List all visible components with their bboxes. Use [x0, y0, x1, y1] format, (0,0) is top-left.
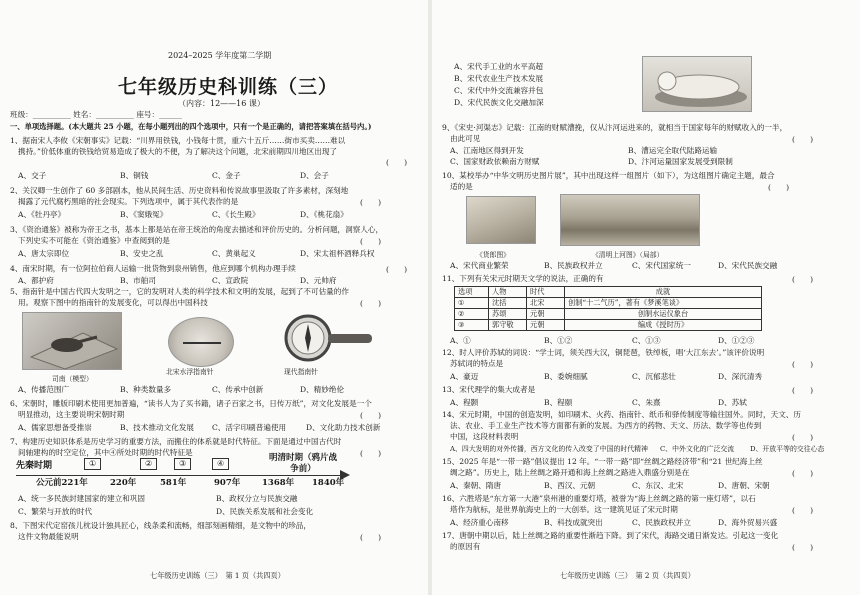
q15-option-a[interactable]: A、秦朝、隋唐 [450, 481, 502, 490]
porcelain-pillow-icon [643, 57, 753, 113]
q4-option-d[interactable]: D、元帅府 [300, 276, 337, 285]
timeline-year-5: 1368年 [262, 478, 295, 488]
q3-option-a[interactable]: A、唐太宗即位 [18, 249, 70, 258]
q5-option-a[interactable]: A、传播范围广 [18, 385, 70, 394]
question-16-line-1: 16、六胜塔是“东方第一大港”泉州港的重要灯塔，被誉为“海上丝绸之路的第一座灯塔”，以石 [442, 494, 756, 503]
answer-bracket[interactable]: ( ) [792, 386, 814, 395]
q9-option-a[interactable]: A、江南地区得到开发 [450, 146, 524, 155]
answer-bracket[interactable]: ( ) [360, 299, 382, 308]
timeline-year-3: 581年 [160, 478, 187, 488]
q12-option-b[interactable]: B、委婉细腻 [544, 372, 588, 381]
content-scope: （内容：12——16 课） [178, 99, 265, 108]
q16-option-c[interactable]: C、民族政权并立 [632, 518, 691, 527]
timeline-year-4: 907年 [214, 478, 241, 488]
q6-option-b[interactable]: B、技术推动文化发展 [120, 423, 194, 432]
table-cell: 沈括 [489, 298, 527, 309]
question-14-line-1: 14、宋元时期，中国的创造发明，如印刷术、火药、指南针、纸币和驿传制度等输往国外。同时，天文、历 [442, 410, 801, 419]
caption-qingming: 《清明上河图》（局部） [592, 251, 664, 259]
answer-bracket[interactable]: ( ) [792, 469, 814, 478]
table-header: 人物 [489, 287, 527, 298]
q8-option-c[interactable]: C、宋代中外交流兼容并包 [454, 86, 544, 95]
table-header: 时代 [527, 287, 565, 298]
q13-option-d[interactable]: D、苏轼 [718, 398, 747, 407]
compass-icon [272, 312, 376, 364]
peddler-painting-image [466, 196, 536, 244]
sinan-model-image [22, 312, 122, 370]
q1-option-d[interactable]: D、会子 [300, 171, 329, 180]
q9-option-b[interactable]: B、漕运完全取代陆路运输 [628, 146, 718, 155]
q6-option-d[interactable]: D、文化助力技术创新 [306, 423, 381, 432]
timeline-label-pre-qin: 先秦时期 [16, 461, 53, 471]
q7-option-d[interactable]: D、民族关系发展和社会变化 [216, 507, 314, 516]
q4-option-c[interactable]: C、宣政院 [212, 276, 249, 285]
question-3-line-1: 3、《资治通鉴》被称为帝王之书，基本上都是站在帝王统治的角度去描述和评价历史的。分析问题，洞察人心， [10, 225, 384, 234]
question-17-line-1: 17、唐朝中期以后，陆上丝绸之路的重要性渐趋下降。到了宋代，海路交通日渐发达。引起这一变化 [442, 531, 779, 540]
question-2-line-2: 揭露了元代腐朽黑暗的社会现实。下列选项中，属于其代表作的是 [18, 197, 239, 206]
question-9-line-1: 9、《宋史·河渠志》记载：江南的财赋漕挽，仅从汴河运进来的，就相当于国家每年的财赋收入的一半， [442, 123, 788, 132]
q5-option-d[interactable]: D、精妙绝伦 [300, 385, 345, 394]
answer-bracket[interactable]: ( ) [360, 198, 382, 207]
exam-page-1 [0, 0, 428, 595]
timeline-box-1: ① [84, 458, 101, 470]
question-14-line-2: 法、农业、手工业生产技术等方面都有新的发展。为西方的药物、天文、历法、数学等也传到 [450, 421, 762, 430]
caption-modern-compass: 现代指南针 [284, 368, 318, 376]
q8-option-d[interactable]: D、宋代民族文化交融加深 [454, 98, 544, 107]
q11-option-b[interactable]: B、①② [544, 336, 573, 345]
q11-option-c[interactable]: C、①③ [632, 336, 661, 345]
q10-option-b[interactable]: B、民族政权并立 [544, 261, 603, 270]
question-14-line-3: 中国，这段材料表明 [450, 432, 519, 441]
table-cell: 编成《授时历》 [565, 320, 762, 331]
table-cell: ① [455, 298, 489, 309]
question-13: 13、宋代理学的集大成者是 [442, 385, 536, 394]
q14-option-c[interactable]: C、中外文化的广泛交流 [660, 445, 735, 453]
q2-option-d[interactable]: D、《桃花扇》 [300, 210, 348, 219]
answer-bracket[interactable]: ( ) [360, 237, 382, 246]
q13-option-c[interactable]: C、朱熹 [632, 398, 661, 407]
q10-option-d[interactable]: D、宋代民族交融 [718, 261, 778, 270]
q9-option-c[interactable]: C、国家财政依赖南方财赋 [450, 157, 540, 166]
answer-bracket[interactable]: ( ) [792, 360, 814, 369]
section-heading: 一、单项选择题。(本大题共 25 小题，在每小题列出的四个选项中，只有一个是正确的，请把答案填在括号内。) [10, 122, 372, 131]
q3-option-b[interactable]: B、安史之乱 [120, 249, 164, 258]
question-11: 11、下列有关宋元时期天文学的说法，正确的有 [442, 274, 604, 283]
timeline-box-3: ③ [174, 458, 191, 470]
answer-bracket[interactable]: ( ) [386, 265, 408, 274]
table-cell: 创制水运仪象台 [565, 309, 762, 320]
q15-option-d[interactable]: D、唐朝、宋朝 [718, 481, 770, 490]
table-header: 选项 [455, 287, 489, 298]
caption-sinan: 司南（模型） [52, 375, 93, 383]
floating-needle-icon [169, 318, 235, 368]
answer-bracket[interactable]: ( ) [386, 158, 408, 167]
q6-option-c[interactable]: C、活字印刷普遍使用 [212, 423, 287, 432]
table-cell: 苏颂 [489, 309, 527, 320]
timeline-box-2: ② [140, 458, 157, 470]
q8-option-b[interactable]: B、宋代农业生产技术发展 [454, 74, 544, 83]
q11-option-d[interactable]: D、①②③ [718, 336, 755, 345]
astronomy-table [454, 286, 762, 331]
question-1-line-1: 1、据南宋人李攸《宋朝事实》记载：“川界用铁钱，小钱每十贯，重六十五斤……街市买卖……难以 [10, 136, 346, 145]
q10-option-c[interactable]: C、宋代国家统一 [632, 261, 691, 270]
q3-option-c[interactable]: C、黄巢起义 [212, 249, 256, 258]
question-7-line-2: 间轴建构的时空定位，其中④所处时期的时代特征是 [18, 448, 193, 457]
question-7-line-1: 7、构建历史知识体系是历史学习的重要方法，而搬住的体系就是时代特征。下面是通过中国古代时 [10, 437, 342, 446]
q16-option-a[interactable]: A、经济重心南移 [450, 518, 509, 527]
question-1-line-2: 携持。”价低体重的铁钱给贸易造成了极大的不便，为了解决这个问题，北宋前期四川地区出现了 [18, 147, 338, 156]
table-cell: 创制“十二气历”，著有《梦溪笔谈》 [565, 298, 762, 309]
q1-option-b[interactable]: B、铜钱 [120, 171, 149, 180]
student-info-line: 班级：__________ 姓名：__________ 座号：______ [10, 110, 182, 119]
q11-option-a[interactable]: A、① [450, 336, 471, 345]
table-row [455, 320, 762, 331]
timeline-year-6: 1840年 [312, 478, 345, 488]
timeline-axis [16, 475, 346, 476]
q4-option-a[interactable]: A、都护府 [18, 276, 54, 285]
question-2-line-1: 2、关汉卿一生创作了 60 多部剧本，他从民间生活、历史资料和传说故事里汲取了许多素材，深刻地 [10, 186, 349, 195]
timeline-box-4: ④ [212, 458, 229, 470]
q2-option-a[interactable]: A、《牡丹亭》 [18, 210, 66, 219]
question-5-line-2: 用。观察下图中的指南针的发展变化，可以得出中国科技 [18, 298, 208, 307]
question-9-line-2: 由此可见 [450, 134, 481, 143]
q16-option-d[interactable]: D、海外贸易兴盛 [718, 518, 778, 527]
q12-option-c[interactable]: C、沉郁悲壮 [632, 372, 676, 381]
question-5-line-1: 5、指南针是中国古代四大发明之一，它的发明对人类的科学技术和文明的发展，起到了不可估量的作 [10, 287, 349, 296]
q13-option-b[interactable]: B、程颐 [544, 398, 573, 407]
table-cell: 郭守敬 [489, 320, 527, 331]
answer-bracket[interactable]: ( ) [360, 411, 382, 420]
answer-bracket[interactable]: ( ) [792, 506, 814, 515]
modern-compass-image [272, 312, 376, 364]
answer-bracket[interactable]: ( ) [768, 183, 790, 192]
q5-option-b[interactable]: B、种类数量多 [120, 385, 172, 394]
question-12-line-2: 苏轼词的特点是 [450, 359, 504, 368]
question-3-line-2: 下列史实不可能在《资治通鉴》中查阅到的是 [18, 236, 170, 245]
timeline-label-ming-qing: 明清时期（鸦片战争前） [268, 453, 337, 474]
answer-bracket[interactable]: ( ) [792, 543, 814, 552]
term-label: 2024–2025 学年度第二学期 [168, 51, 272, 60]
spoon-compass-icon [23, 313, 123, 371]
table-cell: ② [455, 309, 489, 320]
q14-option-ab[interactable]: A、四大发明的对外传播，西方文化的传入改变了中国的时代精神 [450, 445, 648, 453]
page-footer: 七年级历史训练（三） 第 2 页（共四页） [560, 571, 695, 580]
question-15-line-1: 15、2025 年是“一带一路”倡议提出 12 年。“一带一路”即“丝绸之路经济带”和“21 世纪海上丝 [442, 457, 763, 466]
q1-option-c[interactable]: C、金子 [212, 171, 241, 180]
q2-option-c[interactable]: C、《长生殿》 [212, 210, 260, 219]
question-12-line-1: 12、时人评价苏轼的词说：“学士词，须关西大汉，铜琵琶，铁绰板，唱‘大江东去’。”该评价说明 [442, 348, 765, 357]
question-10-line-1: 10、某校举办“中华文明历史图片展”，其中出现这样一组图片（如下），为这组图片确定主题，最合 [442, 171, 775, 180]
q12-option-a[interactable]: A、豪迈 [450, 372, 479, 381]
q7-option-a[interactable]: A、统一多民族封建国家的建立和巩固 [18, 494, 145, 503]
table-cell: 元朝 [527, 320, 565, 331]
q14-option-d[interactable]: D、开放平等的交往心态 [750, 445, 825, 453]
question-6-line-2: 明显推动，这主要说明宋朝时期 [18, 410, 125, 419]
table-header-row [455, 287, 762, 298]
table-cell: ③ [455, 320, 489, 331]
question-8-line-2: 这件文物最能说明 [18, 532, 79, 541]
question-10-line-2: 适的是 [450, 182, 473, 191]
question-8-line-1: 8、下图宋代定窑孩儿枕设计独具匠心，线条柔和流畅，细部刻画精细，是文物中的珍品， [10, 521, 311, 530]
q9-option-d[interactable]: D、汴河运量国家发展受到限制 [628, 157, 733, 166]
qingming-painting-image [560, 194, 700, 246]
page-footer: 七年级历史训练（三） 第 1 页（共四页） [150, 571, 285, 580]
timeline-year-1: 公元前221年 [36, 478, 88, 488]
q15-option-b[interactable]: B、西汉、元朝 [544, 481, 596, 490]
q8-option-a[interactable]: A、宋代手工业的水平高超 [454, 62, 544, 71]
water-compass-image [168, 317, 234, 367]
table-cell: 元朝 [527, 309, 565, 320]
answer-bracket[interactable]: ( ) [792, 275, 814, 284]
q10-option-a[interactable]: A、宋代商业繁荣 [450, 261, 509, 270]
q1-option-a[interactable]: A、交子 [18, 171, 47, 180]
q3-option-d[interactable]: D、宋太祖杯酒释兵权 [300, 249, 375, 258]
q7-option-c[interactable]: C、繁荣与开放的时代 [18, 507, 93, 516]
answer-bracket[interactable]: ( ) [360, 533, 382, 542]
page-title: 七年级历史科训练（三） [118, 76, 339, 98]
question-16-line-2: 塔作为航标，是世界航海史上的一大创举。这一建筑见证了宋元时期 [450, 505, 678, 514]
table-row [455, 309, 762, 320]
caption-water-compass: 北宋水浮指南针 [166, 368, 214, 376]
q6-option-a[interactable]: A、儒家思想备受推崇 [18, 423, 92, 432]
exam-page-2 [432, 0, 860, 595]
question-15-line-2: 绸之路”。历史上，陆上丝绸之路开通和海上丝绸之路进入鼎盛分别是在 [450, 468, 690, 477]
question-17-line-2: 的原因有 [450, 542, 481, 551]
table-cell: 北宋 [527, 298, 565, 309]
q13-option-a[interactable]: A、程颢 [450, 398, 479, 407]
q16-option-b[interactable]: B、科技成就突出 [544, 518, 603, 527]
child-pillow-image [642, 56, 752, 112]
q4-option-b[interactable]: B、市舶司 [120, 276, 156, 285]
answer-bracket[interactable]: ( ) [792, 433, 814, 442]
q12-option-d[interactable]: D、深沉清秀 [718, 372, 763, 381]
timeline-year-2: 220年 [110, 478, 137, 488]
q2-option-b[interactable]: B、《窦娥冤》 [120, 210, 168, 219]
caption-peddler: 《货郎图》 [476, 251, 510, 259]
q15-option-c[interactable]: C、东汉、北宋 [632, 481, 684, 490]
q7-option-b[interactable]: B、政权分立与民族交融 [216, 494, 298, 503]
question-6-line-1: 6、宋朝时，雕版印刷术使用更加普遍，“读书人为了买书籍，诸子百家之书，日传万纸”，对文化发展是一个 [10, 399, 372, 408]
q5-option-c[interactable]: C、传承中创新 [212, 385, 264, 394]
answer-bracket[interactable]: ( ) [360, 449, 382, 458]
answer-bracket[interactable]: ( ) [792, 135, 814, 144]
table-row [455, 298, 762, 309]
question-4: 4、南宋时期，有一位阿拉伯商人运输一批货物到泉州销售，他应到哪个机构办理手续 [10, 264, 296, 273]
table-header: 成就 [565, 287, 762, 298]
